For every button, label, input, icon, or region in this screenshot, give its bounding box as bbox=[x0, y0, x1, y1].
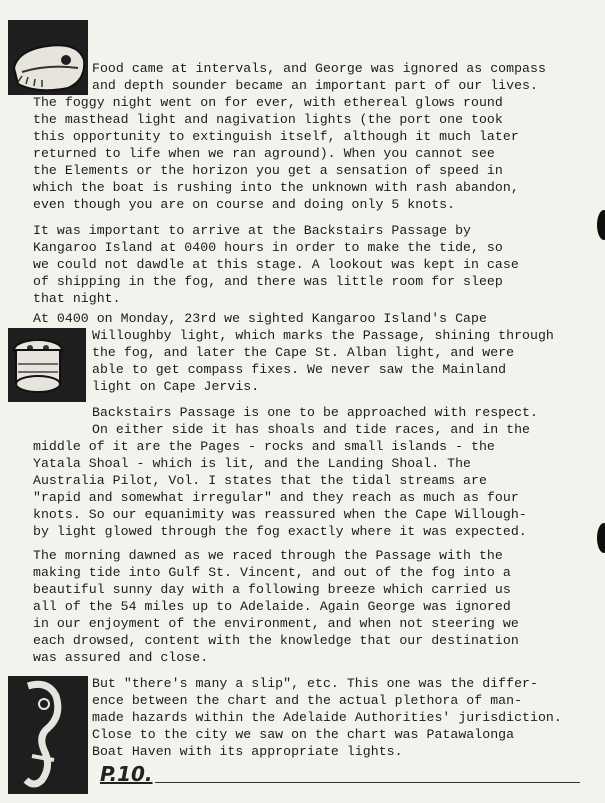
text-line: the masthead light and nagivation lights (the port one took bbox=[33, 112, 503, 127]
text-line: ence between the chart and the actual plethora of man- bbox=[92, 693, 523, 708]
page-number: P.10. bbox=[100, 762, 153, 786]
binder-hole-bottom bbox=[597, 523, 605, 553]
binder-hole-top bbox=[597, 210, 605, 240]
text-line: made hazards within the Adelaide Authorities' jurisdiction. bbox=[92, 710, 562, 725]
text-line: Close to the city we saw on the chart was Patawalonga bbox=[92, 727, 515, 742]
text-line: of shipping in the fog, and there was little room for sleep bbox=[33, 274, 503, 289]
text-line: Boat Haven with its appropriate lights. bbox=[92, 744, 403, 759]
text-line: The foggy night went on for ever, with ethereal glows round bbox=[33, 95, 503, 110]
text-line: Food came at intervals, and George was ignored as compass bbox=[92, 61, 546, 76]
text-line: that night. bbox=[33, 291, 121, 306]
text-line: in our enjoyment of the environment, and when not steering we bbox=[33, 616, 519, 631]
text-line: making tide into Gulf St. Vincent, and out of the fog into a bbox=[33, 565, 511, 580]
text-line: was assured and close. bbox=[33, 650, 209, 665]
shackle-icon bbox=[8, 676, 88, 794]
text-line: beautiful sunny day with a following breeze which carried us bbox=[33, 582, 511, 597]
text-line: and depth sounder became an important part of our lives. bbox=[92, 78, 538, 93]
text-line: On either side it has shoals and tide races, and in the bbox=[92, 422, 531, 437]
text-line: which the boat is rushing into the unknown with rash abandon, bbox=[33, 180, 519, 195]
text-line: Backstairs Passage is one to be approached with respect. bbox=[92, 405, 538, 420]
text-line: returned to life when we ran aground). When you cannot see bbox=[33, 146, 495, 161]
text-line: each drowsed, content with the knowledge that our destination bbox=[33, 633, 519, 648]
text-line: we could not dawdle at this stage. A lookout was kept in case bbox=[33, 257, 519, 272]
footer-rule bbox=[155, 782, 580, 783]
bleed-through-text bbox=[150, 6, 570, 46]
text-line: At 0400 on Monday, 23rd we sighted Kangaroo Island's Cape bbox=[33, 311, 487, 326]
text-line: Kangaroo Island at 0400 hours in order to make the tide, so bbox=[33, 240, 503, 255]
text-line: by light glowed through the fog exactly where it was expected. bbox=[33, 524, 527, 539]
winch-thumbnail bbox=[8, 328, 86, 402]
text-line: Willoughby light, which marks the Passage, shining through bbox=[92, 328, 554, 343]
text-line: the fog, and later the Cape St. Alban light, and were bbox=[92, 345, 515, 360]
text-line: Australia Pilot, Vol. I states that the tidal streams are bbox=[33, 473, 487, 488]
text-line: even though you are on course and doing only 5 knots. bbox=[33, 197, 456, 212]
text-line: It was important to arrive at the Backstairs Passage by bbox=[33, 223, 472, 238]
winch-icon bbox=[8, 328, 86, 402]
text-line: knots. So our equanimity was reassured when the Cape Willough- bbox=[33, 507, 527, 522]
hook-thumbnail bbox=[8, 676, 88, 794]
compass-thumbnail bbox=[8, 20, 88, 95]
text-line: able to get compass fixes. We never saw the Mainland bbox=[92, 362, 507, 377]
text-line: Yatala Shoal - which is lit, and the Landing Shoal. The bbox=[33, 456, 472, 471]
text-line: light on Cape Jervis. bbox=[92, 379, 260, 394]
text-line: The morning dawned as we raced through the Passage with the bbox=[33, 548, 503, 563]
text-line: But "there's many a slip", etc. This one was the differ- bbox=[92, 676, 538, 691]
text-line: this opportunity to extinguish itself, although it much later bbox=[33, 129, 519, 144]
compass-icon bbox=[8, 20, 88, 95]
text-line: "rapid and somewhat irregular" and they reach as much as four bbox=[33, 490, 519, 505]
text-line: the Elements or the horizon you get a sensation of speed in bbox=[33, 163, 503, 178]
text-line: middle of it are the Pages - rocks and small islands - the bbox=[33, 439, 495, 454]
text-line: all of the 54 miles up to Adelaide. Again George was ignored bbox=[33, 599, 511, 614]
